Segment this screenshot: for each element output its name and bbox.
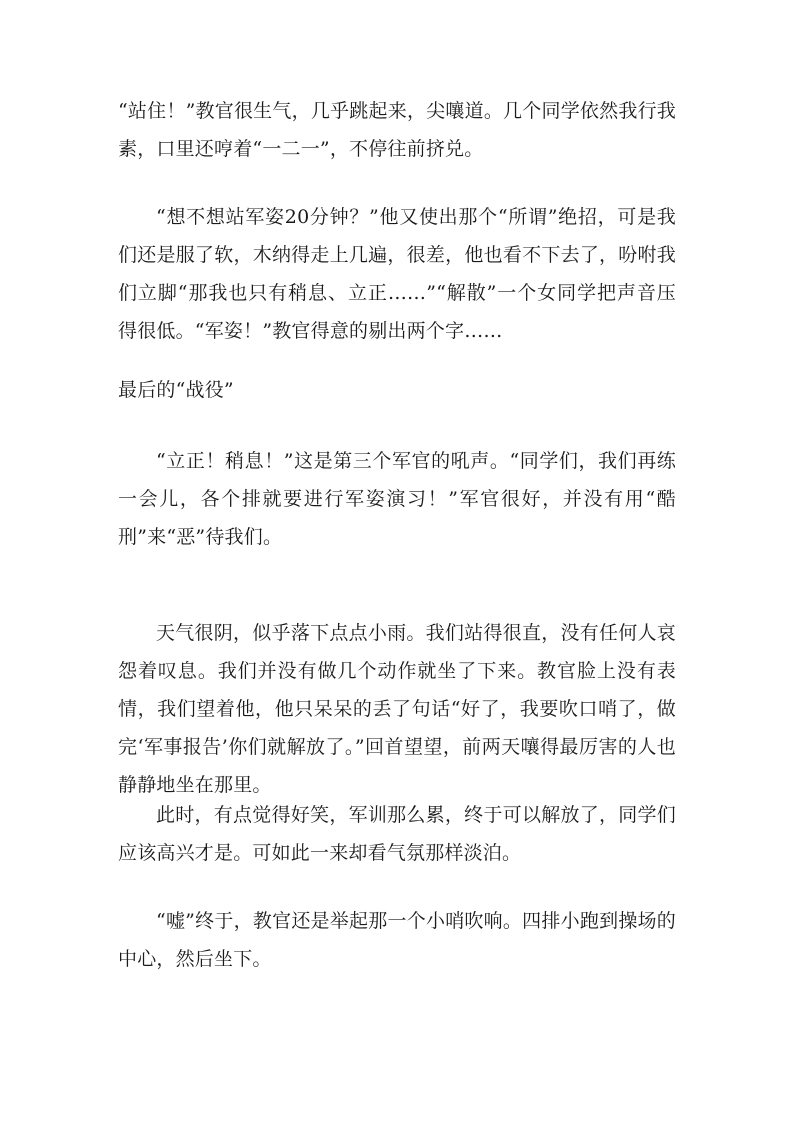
paragraph-4: 天气很阴，似乎落下点点小雨。我们站得很直，没有任何人哀怨着叹息。我们并没有做几个动作就坐了下来。教官脸上没有表情，我们望着他，他只呆呆的丢了句话“好了，我要吹口哨了，做完‘军事报告’你们就解放了。”回首望望，前两天嚷得最厉害的人也静静地坐在那里。 xyxy=(118,622,676,796)
paragraph-2: “想不想站军姿20分钟？”他又使出那个“所谓”绝招，可是我们还是服了软，木纳得走上几遍，很差，他也看不下去了，吩咐我们立脚“那我也只有稍息、立正……”“解散”一个女同学把声音压得很低。“军姿！”教官得意的剔出两个字…… xyxy=(118,206,676,342)
paragraph-1: “站住！”教官很生气，几乎跳起来，尖嚷道。几个同学依然我行我素，口里还哼着“一二一”，不停往前挤兑。 xyxy=(118,100,676,160)
paragraph-3: “立正！稍息！”这是第三个军官的吼声。“同学们，我们再练一会儿，各个排就要进行军姿演习！”军官很好，并没有用“酷刑”来“恶”待我们。 xyxy=(118,450,676,548)
paragraph-6: “嘘”终于，教官还是举起那一个小哨吹响。四排小跑到操场的中心，然后坐下。 xyxy=(118,910,676,970)
section-heading: 最后的“战役” xyxy=(118,379,234,401)
paragraph-5: 此时，有点觉得好笑，军训那么累，终于可以解放了，同学们应该高兴才是。可如此一来却看气氛那样淡泊。 xyxy=(118,804,676,864)
